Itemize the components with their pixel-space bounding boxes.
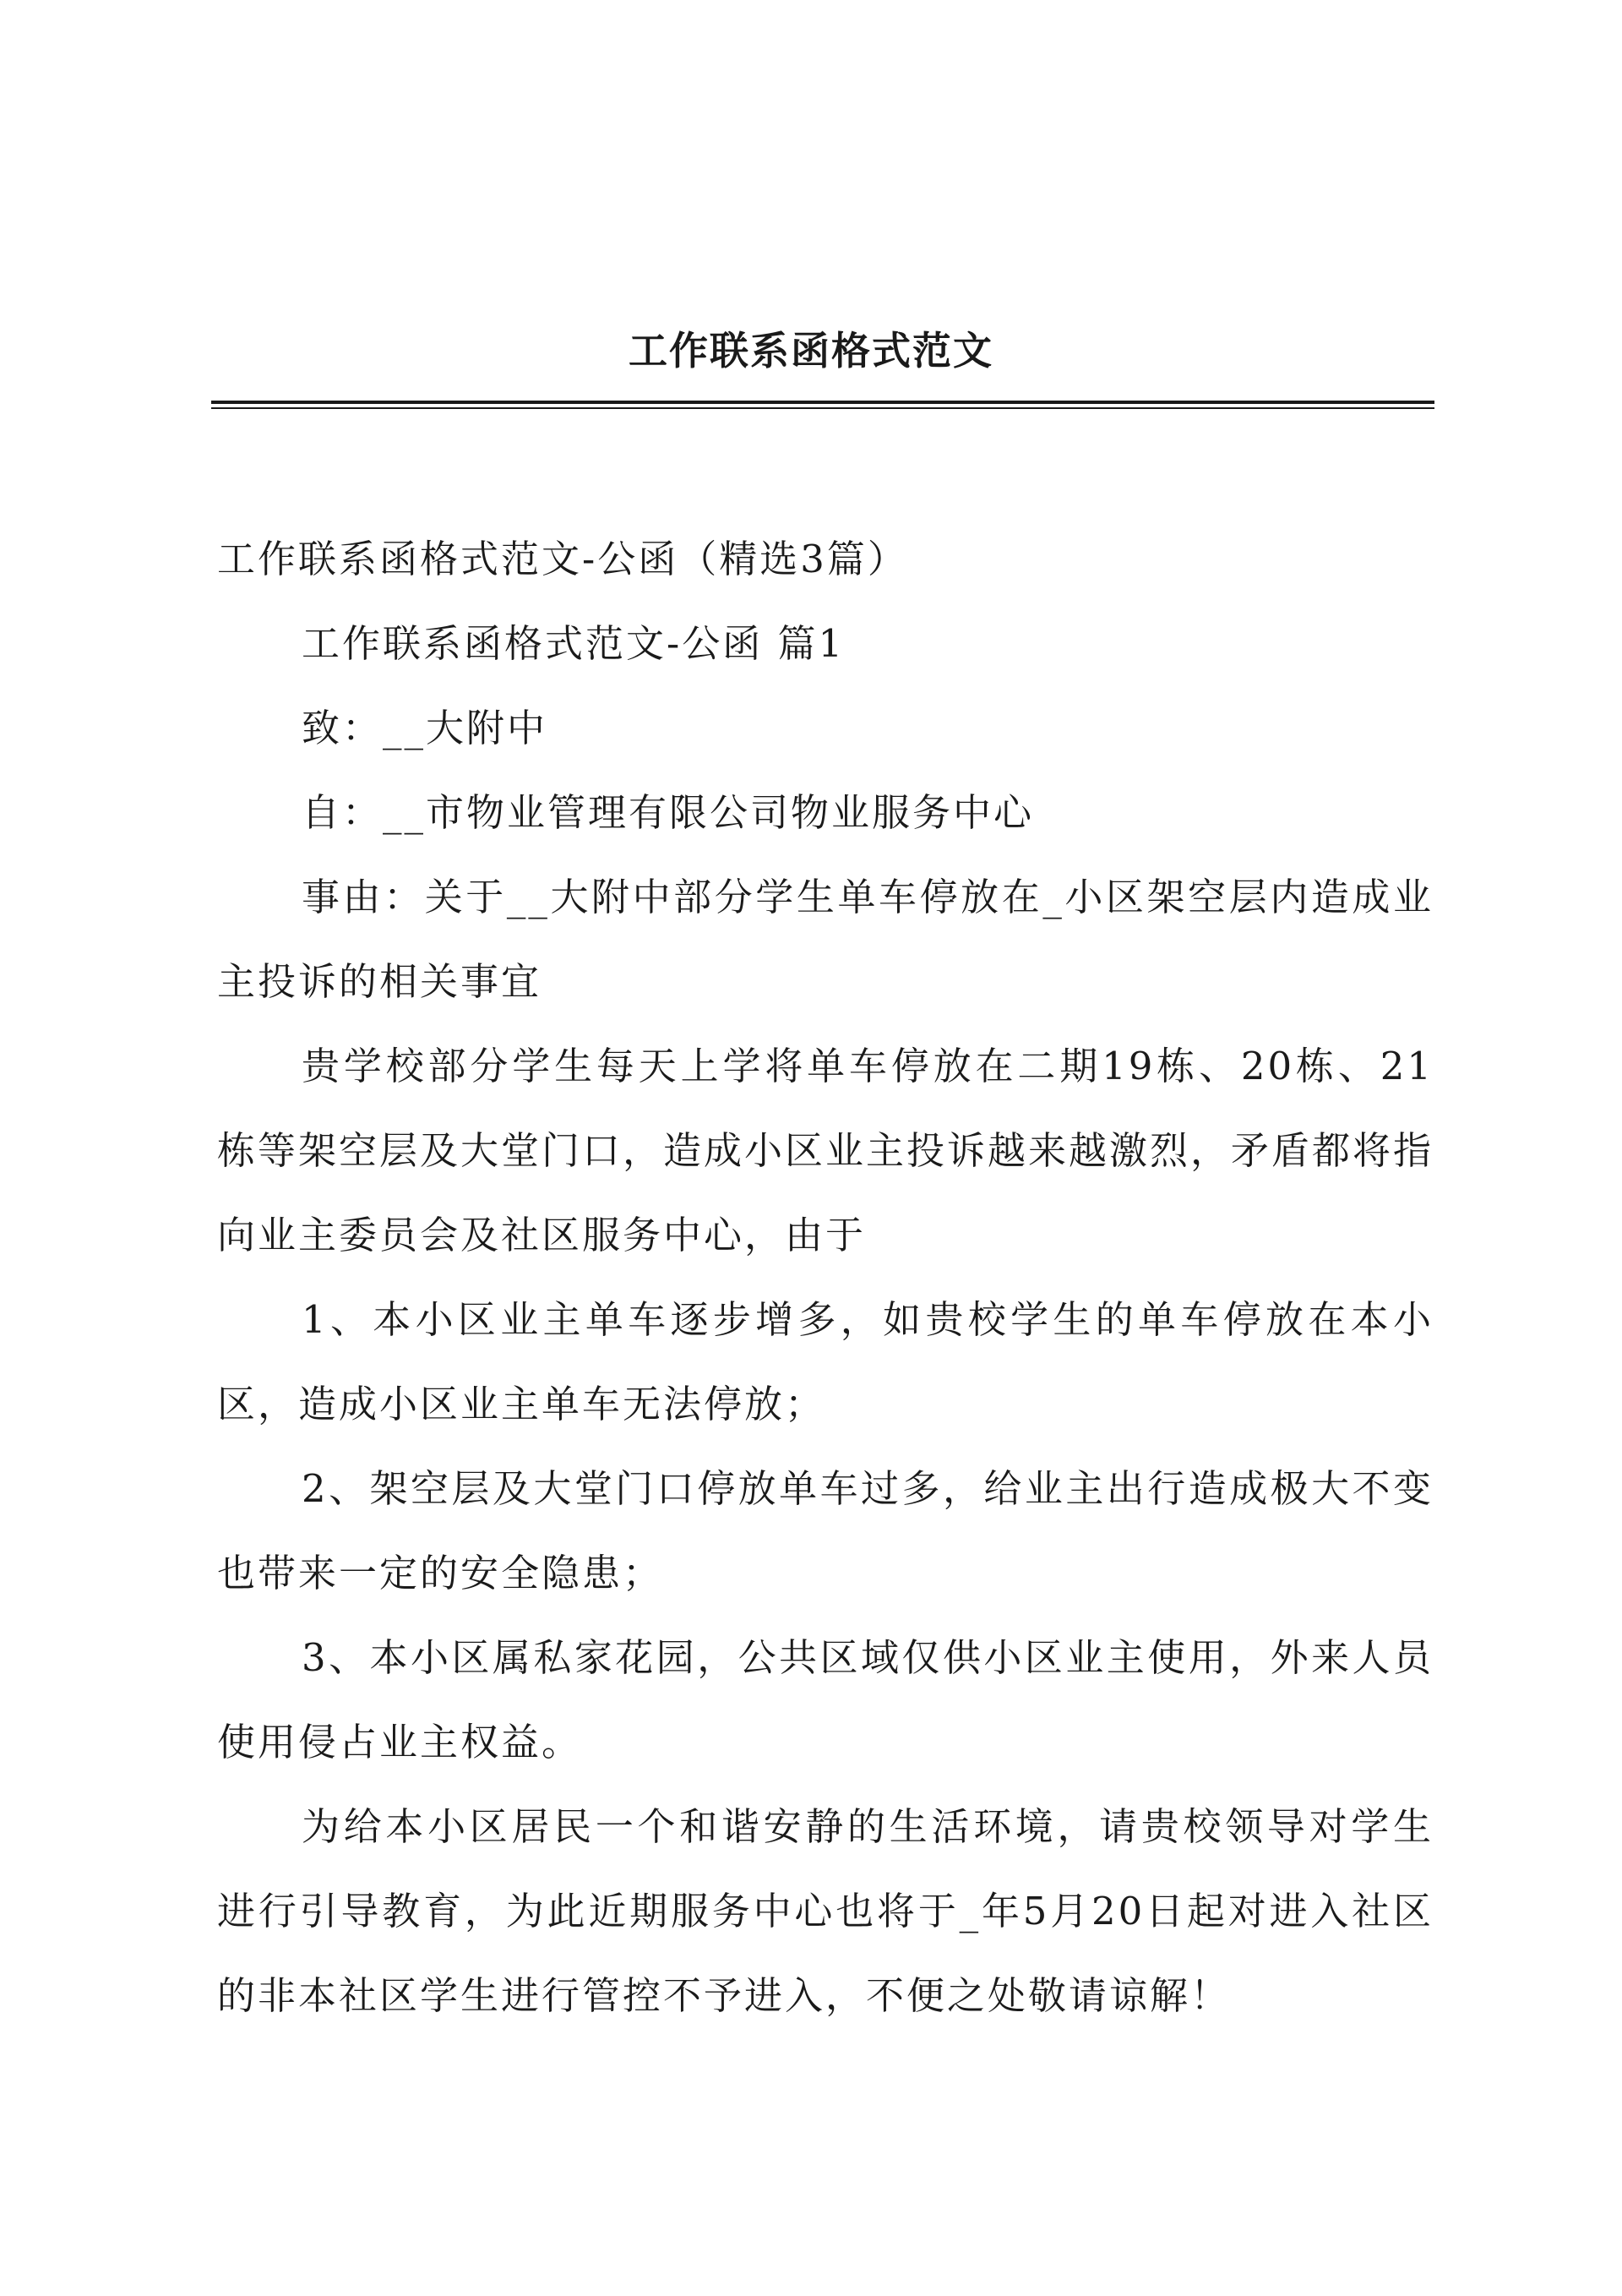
section-heading: 工作联系函格式范文-公函 篇1: [302, 621, 846, 666]
reason-point-2: 2、架空层及大堂门口停放单车过多，给业主出行造成极大不变也带来一定的安全隐患；: [217, 1466, 1434, 1595]
sender-line: 自：__市物业管理有限公司物业服务中心: [302, 790, 1035, 835]
reason-point-3: 3、本小区属私家花园，公共区域仅供小区业主使用，外来人员使用侵占业主权益。: [217, 1635, 1434, 1764]
title-divider-thick: [211, 401, 1434, 404]
subject-line: 事由：关于__大附中部分学生单车停放在_小区架空层内造成业主投诉的相关事宜: [217, 875, 1434, 1004]
document-body: [217, 517, 1434, 2038]
recipient-line: 致：__大附中: [302, 706, 548, 750]
closing-paragraph: 为给本小区居民一个和谐安静的生活环境，请贵校领导对学生进行引导教育，为此近期服务中心也将于_年5月20日起对进入社区的非本社区学生进行管控不予进入，不便之处敬请谅解！: [217, 1804, 1434, 2018]
title-divider-thin: [211, 407, 1434, 409]
reason-point-1: 1、本小区业主单车逐步增多，如贵校学生的单车停放在本小区，造成小区业主单车无法停放；: [217, 1297, 1434, 1426]
document-subtitle: 工作联系函格式范文-公函（精选3篇）: [217, 537, 908, 581]
document-title: 工作联系函格式范文: [629, 328, 993, 374]
intro-paragraph: 贵学校部分学生每天上学将单车停放在二期19栋、20栋、21栋等架空层及大堂门口，造成小区业主投诉越来越激烈，矛盾都将指向业主委员会及社区服务中心，由于: [217, 1044, 1434, 1257]
